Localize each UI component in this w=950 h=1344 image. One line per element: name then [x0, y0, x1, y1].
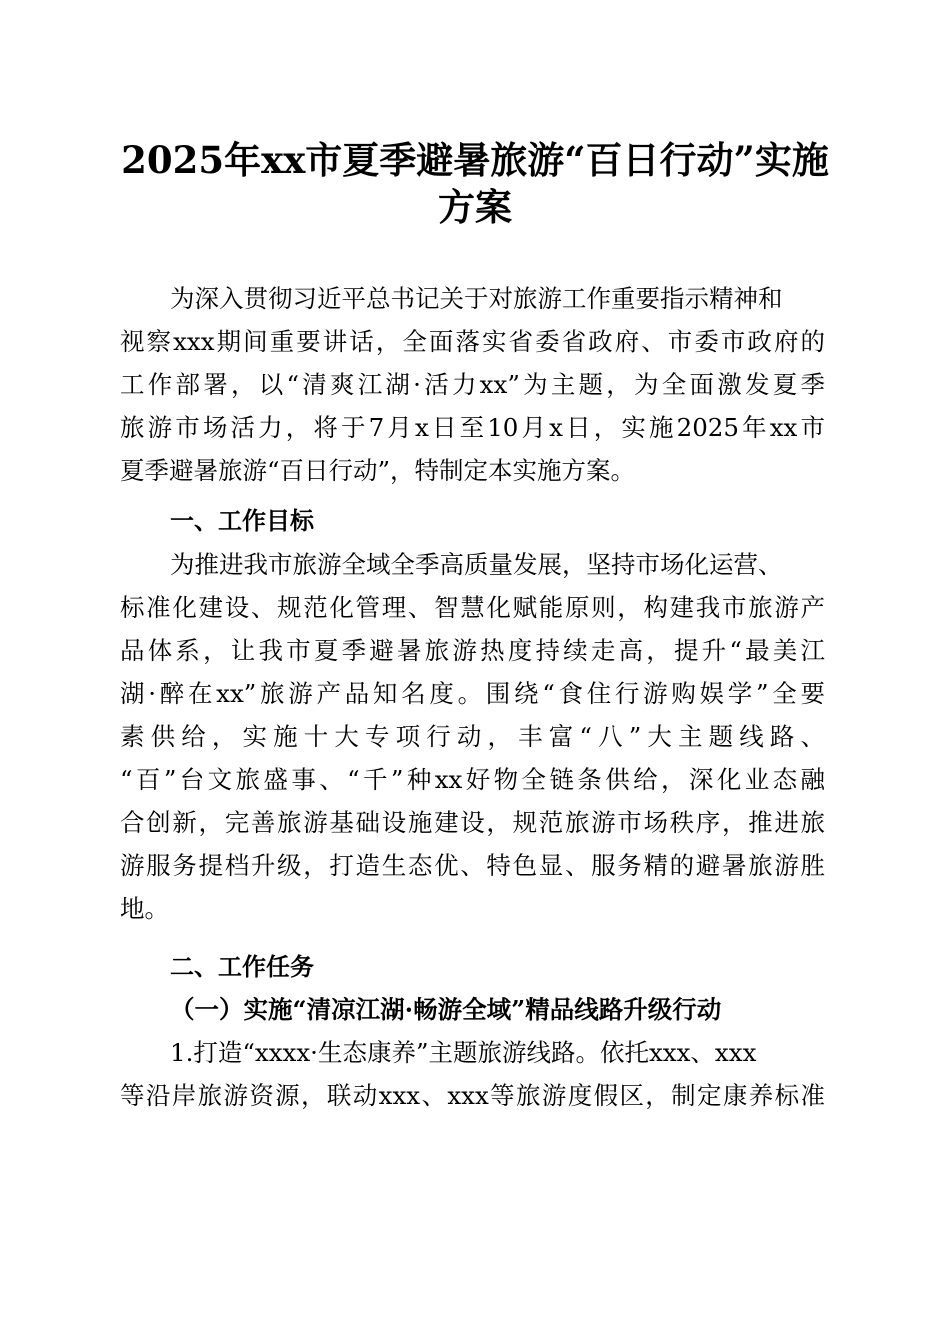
paragraph-line: 品体系，让我市夏季避暑旅游热度持续走高，提升“最美江: [120, 636, 825, 665]
intro-line: 夏季避暑旅游“百日行动”，特制定本实施方案。: [120, 456, 636, 485]
intro-line: 旅游市场活力，将于7月x日至10月x日，实施2025年xx市: [120, 413, 825, 442]
document-title-line-1: 2025年xx市夏季避暑旅游“百日行动”实施: [121, 138, 829, 182]
paragraph-line: 地。: [120, 894, 169, 923]
paragraph-line: 标准化建设、规范化管理、智慧化赋能原则，构建我市旅游产: [120, 593, 825, 622]
section-heading: 二、工作任务: [170, 953, 314, 981]
paragraph-line: 素供给，实施十大专项行动，丰富“八”大主题线路、: [120, 722, 825, 751]
paragraph-line: 等沿岸旅游资源，联动xxx、xxx等旅游度假区，制定康养标准: [120, 1081, 825, 1110]
paragraph-line: “百”台文旅盛事、“千”种xx好物全链条供给，深化业态融: [120, 765, 825, 794]
paragraph-line: 游服务提档升级，打造生态优、特色显、服务精的避暑旅游胜: [120, 851, 825, 880]
paragraph-line: 合创新，完善旅游基础设施建设，规范旅游市场秩序，推进旅: [120, 808, 825, 837]
intro-line: 视察xxx期间重要讲话，全面落实省委省政府、市委市政府的: [120, 327, 825, 356]
paragraph-line: 1.打造“xxxx·生态康养”主题旅游线路。依托xxx、xxx: [170, 1038, 757, 1067]
intro-line: 工作部署，以“清爽江湖·活力xx”为主题，为全面激发夏季: [120, 370, 825, 399]
section-heading: 一、工作目标: [170, 507, 314, 535]
paragraph-line: 湖·醉在xx”旅游产品知名度。围绕“食住行游购娱学”全要: [120, 679, 825, 708]
paragraph-line: 为推进我市旅游全域全季高质量发展，坚持市场化运营、: [170, 550, 783, 579]
intro-line: 为深入贯彻习近平总书记关于对旅游工作重要指示精神和: [170, 284, 783, 313]
document-title-line-2: 方案: [438, 185, 512, 229]
subsection-heading: （一）实施“清凉江湖·畅游全域”精品线路升级行动: [170, 995, 722, 1024]
